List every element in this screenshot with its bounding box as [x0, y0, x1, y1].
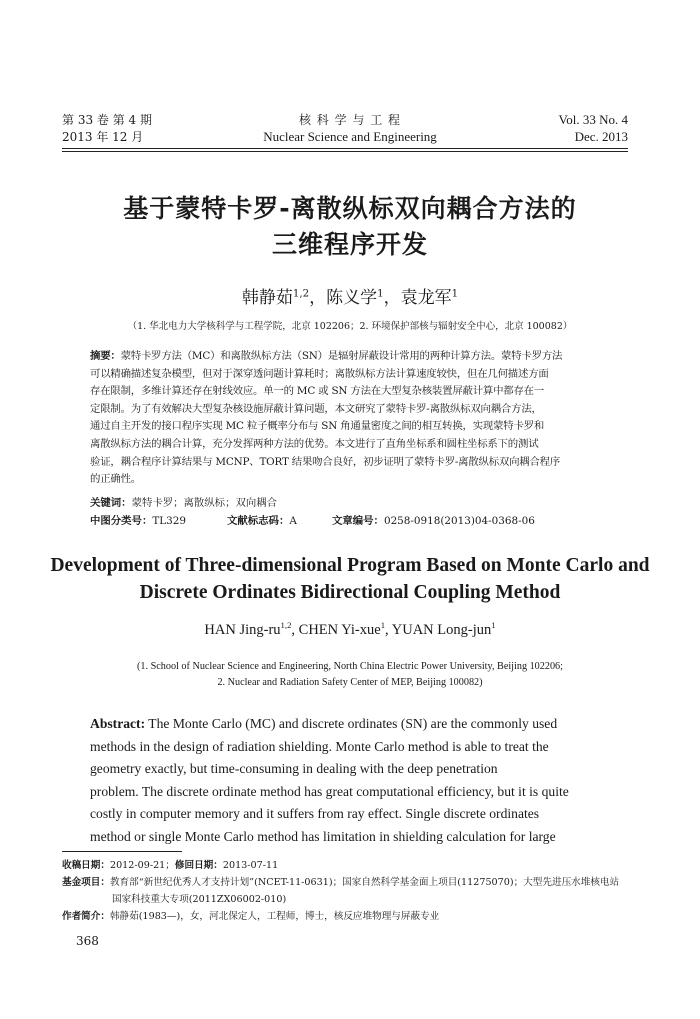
- page-number: 368: [76, 934, 99, 948]
- affiliation-en: (1. School of Nuclear Science and Engineering, North China Electric Power University, Beijing 102206; 2. Nuclear and Radiation Safety Center of MEP, Beijing 100082): [137, 661, 563, 688]
- journal-name-en: Nuclear Science and Engineering: [263, 129, 437, 144]
- abstract-cn: 摘要：蒙特卡罗方法（MC）和离散纵标方法（SN）是辐射屏蔽设计常用的两种计算方法。蒙特卡罗方法 可以精确描述复杂模型，但对于深穿透问题计算耗时；离散纵标方法计算速度较快，但在几何描述方面 存在限制，多维计算还存在射线效应。单一的 MC 或 SN 方法在大型复杂核装置屏蔽计算中都存在一 定限制。为了有效解决大型复杂核设施屏蔽计算问题，本文研究了蒙特卡罗-离散纵标双向耦合方法， 通过自主开发的接口程序实现 MC 粒子概率分布与 SN 角通量密度之间的相互转换，实现蒙特卡罗和 离散纵标方法的耦合计算，充分发挥两种方法的优势。本文进行了直角坐标系和圆柱坐标系下的测试 验证，耦合程序计算结果与 MCNP、TORT 结果吻合良好，初步证明了蒙特卡罗-离散纵标双向耦合程序 的正确性。: [90, 350, 563, 486]
- title-en: Development of Three-dimensional Program Based on Monte Carlo and Discrete Ordinates Bidirectional Coupling Method: [50, 555, 650, 603]
- header-rule-thin: [62, 151, 628, 152]
- date-en: Dec. 2013: [574, 129, 628, 144]
- affiliation-cn: （1. 华北电力大学核科学与工程学院，北京 102206；2. 环境保护部核与辐射安全中心，北京 100082）: [127, 321, 573, 332]
- keywords-cn-label: 关键词：: [90, 497, 132, 509]
- author-cn: 韩静茹: [241, 288, 293, 308]
- clc-value: TL329: [152, 515, 187, 527]
- author-en: CHEN Yi-xue: [298, 622, 381, 638]
- author-en: YUAN Long-jun: [391, 622, 492, 638]
- footnote-author: 作者简介：韩静茹(1983—)，女，河北保定人，工程师，博士，核反应堆物理与屏蔽专业: [62, 911, 440, 922]
- abstract-en: Abstract: The Monte Carlo (MC) and discrete ordinates (SN) are the commonly used methods in the design of radiation shielding. Monte Carlo method is able to treat the geometry exactly, but time-consuming in dealing with the deep penetration problem. The discrete ordinate method has great computational efficiency, but it is quite costly in computer memory and it suffers from ray effect. Single discrete ordinates method or single Monte Carlo method has limitation in shielding calculation for large: [90, 716, 569, 844]
- footnote-rule: [62, 851, 182, 852]
- clc-label: 中图分类号：: [90, 515, 153, 527]
- journal-name-cn: 核 科 学 与 工 程: [298, 113, 402, 127]
- author-en: HAN Jing-ru: [204, 622, 281, 638]
- article-no-label: 文章编号：: [332, 515, 384, 527]
- title-cn-line1: 基于蒙特卡罗-离散纵标双向耦合方法的: [123, 194, 577, 223]
- footnote-fund-cont: 国家科技重大专项(2011ZX06002-010): [112, 894, 287, 905]
- authors-cn: 韩静茹$^{1,2}$，陈义学$^1$，袁龙军$^1$: [241, 288, 459, 308]
- doc-code-value: A: [289, 515, 297, 527]
- abstract-cn-label: 摘要：: [90, 350, 121, 362]
- header-rule: [62, 148, 628, 149]
- title-cn-line2: 三维程序开发: [271, 230, 428, 259]
- footnote-fund: 基金项目：教育部“新世纪优秀人才支持计划”(NCET-11-0631)；国家自然科学基金面上项目(11275070)；大型先进压水堆核电站: [62, 877, 620, 888]
- authors-en: HAN Jing-ru$^{1,2}$, CHEN Yi-xue$^1$, YUAN Long-jun$^1$: [204, 620, 496, 638]
- abstract-en-label: Abstract:: [90, 716, 146, 731]
- issue-date: 2013 年 12 月: [62, 130, 144, 144]
- keywords-cn: 关键词：蒙特卡罗；离散纵标；双向耦合: [90, 497, 278, 509]
- author-cn: 袁龙军: [400, 288, 452, 308]
- footnote-dates: 收稿日期：2012-09-21；修回日期：2013-07-11: [62, 860, 279, 871]
- author-cn: 陈义学: [326, 288, 378, 308]
- article-no-value: 0258-0918(2013)04-0368-06: [383, 515, 535, 527]
- doc-code-label: 文献标志码：: [227, 515, 290, 527]
- vol-no-en: Vol. 33 No. 4: [558, 112, 628, 127]
- classification-line: [90, 513, 610, 530]
- issue-volume: 第 33 卷 第 4 期: [62, 113, 152, 127]
